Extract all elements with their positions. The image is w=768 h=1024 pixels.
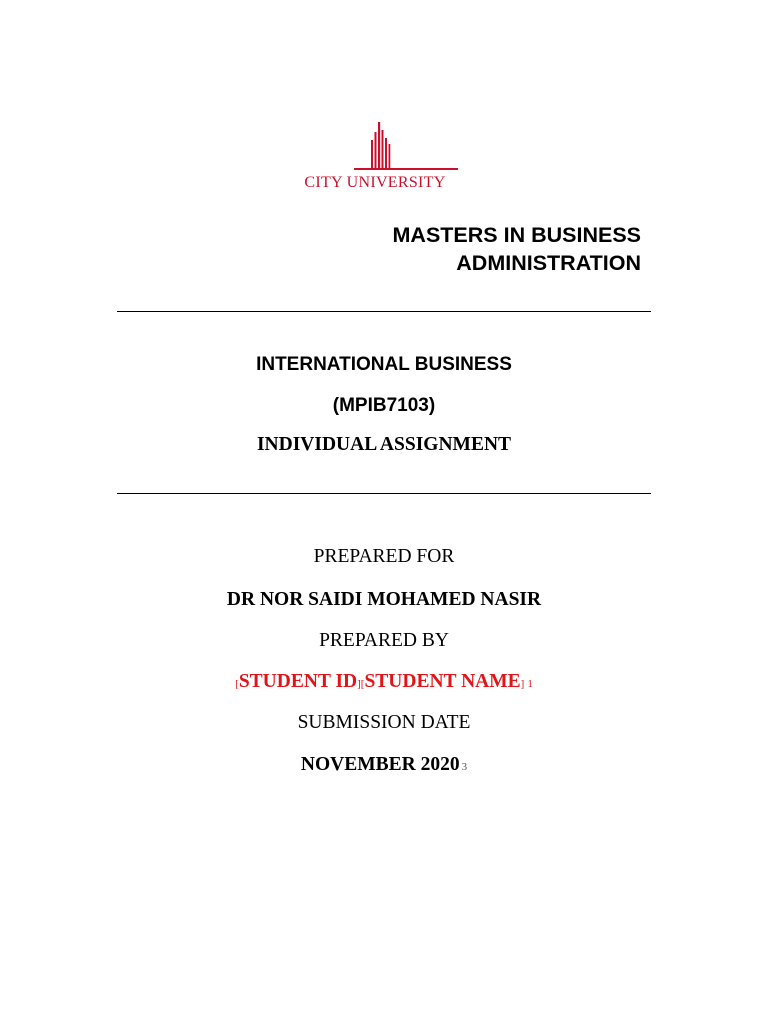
logo-text: CITY UNIVERSITY <box>304 174 446 191</box>
placeholder-bracket-close: ] <box>520 678 525 690</box>
bottom-divider <box>117 493 651 494</box>
submission-date-value <box>0 754 768 776</box>
student-name-placeholder[interactable]: STUDENT NAME <box>364 671 521 692</box>
program-title-line-1: MASTERS IN BUSINESS <box>392 223 641 247</box>
student-placeholder <box>0 671 768 693</box>
city-university-logo-icon <box>354 118 458 180</box>
placeholder-bracket-open: [ <box>235 678 239 690</box>
placeholder-bracket-mid: ][ <box>357 678 365 690</box>
prepared-for-label: PREPARED FOR <box>313 546 455 567</box>
program-title-line-2: ADMINISTRATION <box>456 251 641 275</box>
assignment-type: INDIVIDUAL ASSIGNMENT <box>256 434 512 455</box>
student-id-placeholder[interactable]: STUDENT ID <box>238 671 358 692</box>
submission-date-label: SUBMISSION DATE <box>297 712 471 733</box>
comment-marker-3[interactable]: 3 <box>461 761 468 773</box>
submission-date-text: NOVEMBER 2020 <box>300 754 460 775</box>
lecturer-name: DR NOR SAIDI MOHAMED NASIR <box>226 589 542 610</box>
comment-marker-1[interactable]: 1 <box>527 678 533 690</box>
course-name: INTERNATIONAL BUSINESS <box>256 354 512 375</box>
top-divider <box>117 311 651 312</box>
course-code: (MPIB7103) <box>332 395 436 416</box>
prepared-by-label: PREPARED BY <box>319 630 449 651</box>
